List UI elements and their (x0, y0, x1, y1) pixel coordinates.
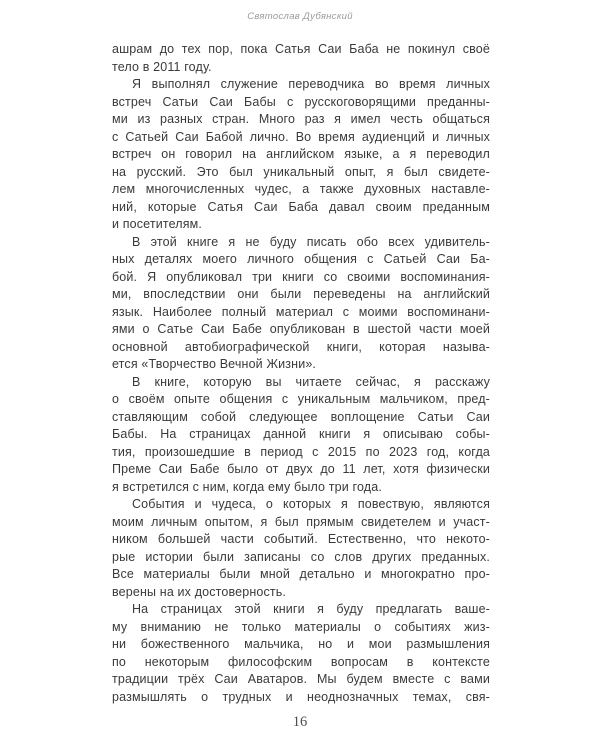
text-line: о своём опыте общения с уникальным мальчиком, пред- (112, 392, 490, 406)
paragraph (112, 76, 490, 234)
text-line: Все материалы были мной детально и многократно про- (112, 567, 490, 581)
text-line: рые истории были записаны со слов других преданных. (112, 549, 490, 564)
text-line: Преме Саи Бабе было от двух до 11 лет, хотя физически (112, 462, 490, 476)
text-line: ями о Сатье Саи Бабе опубликован в шестой части моей (112, 322, 490, 336)
text-line: В этой книге я не буду писать обо всех удивитель- (132, 234, 490, 249)
text-line: ется «Творчество Вечной Жизни». (112, 357, 317, 371)
text-line: ставляющим собой следующее воплощение Сатьи Саи (112, 409, 490, 424)
text-line: я встретился с ним, когда ему было три года. (112, 479, 382, 494)
running-header-author: Святослав Дубянский (247, 11, 353, 22)
text-line: традиции трёх Саи Аватаров. Мы будем вместе с вами (112, 672, 490, 686)
text-line: на русский. Это был уникальный опыт, я был свидете- (112, 164, 490, 179)
text-line: ний, которые Сатья Саи Баба давал своим преданным (112, 199, 490, 214)
text-line: по некоторым философским вопросам в контексте (112, 654, 490, 669)
text-line: встреч он говорил на английском языке, а я переводил (112, 147, 490, 161)
text-line: размышлять о трудных и неоднозначных темах, свя- (112, 689, 490, 704)
paragraph (112, 234, 490, 374)
text-line: ником большей части событий. Естественно, что некото- (112, 532, 490, 546)
text-line: моим личным опытом, я был прямым свидетелем и участ- (112, 514, 490, 529)
text-line: ашрам до тех пор, пока Сатья Саи Баба не покинул своё (112, 42, 490, 56)
text-line: ми из разных стран. Много раз я имел честь общаться (112, 112, 490, 126)
paragraph (112, 601, 490, 706)
text-line: ми, впоследствии они были переведены на английский (112, 287, 490, 301)
text-line: В книге, которую вы читаете сейчас, я расскажу (132, 374, 490, 389)
text-line: ных деталях моего личного общения с Сатьей Саи Ба- (112, 252, 490, 266)
text-line: ни божественного мальчика, но и мои размышления (112, 637, 490, 651)
text-line: верены на их достоверность. (112, 584, 287, 599)
text-line: бой. Я опубликовал три книги со своими воспоминания- (112, 269, 490, 284)
page-number: 16 (292, 714, 308, 730)
text-line: язык. Наиболее полный материал с моими воспоминани- (112, 304, 490, 319)
text-line: лем многочисленных чудес, а также духовных наставле- (112, 182, 490, 196)
paragraph (112, 41, 490, 76)
text-line: с Сатьей Саи Бабой лично. Во время аудиенций и личных (112, 129, 490, 144)
paragraph (112, 374, 490, 497)
text-line: основной автобиографической книги, которая называ- (112, 339, 490, 354)
text-line: тия, произошедшие в период с 2015 по 2023 год, когда (112, 444, 490, 459)
text-line: События и чудеса, о которых я повествую, являются (132, 497, 490, 511)
text-line: и посетителям. (112, 217, 203, 231)
text-line: тело в 2011 году. (112, 59, 212, 74)
paragraph (112, 496, 490, 601)
text-line: Бабы. На страницах данной книги я описываю собы- (112, 427, 490, 441)
text-line: Я выполнял служение переводчика во время личных (132, 77, 490, 91)
text-line: встреч Сатьи Саи Бабы с русскоговорящими преданны- (112, 94, 490, 109)
text-line: На страницах этой книги я буду предлагать ваше- (132, 602, 490, 616)
body-text (112, 41, 490, 706)
text-line: му вниманию не только материалы о событиях жиз- (112, 619, 490, 634)
